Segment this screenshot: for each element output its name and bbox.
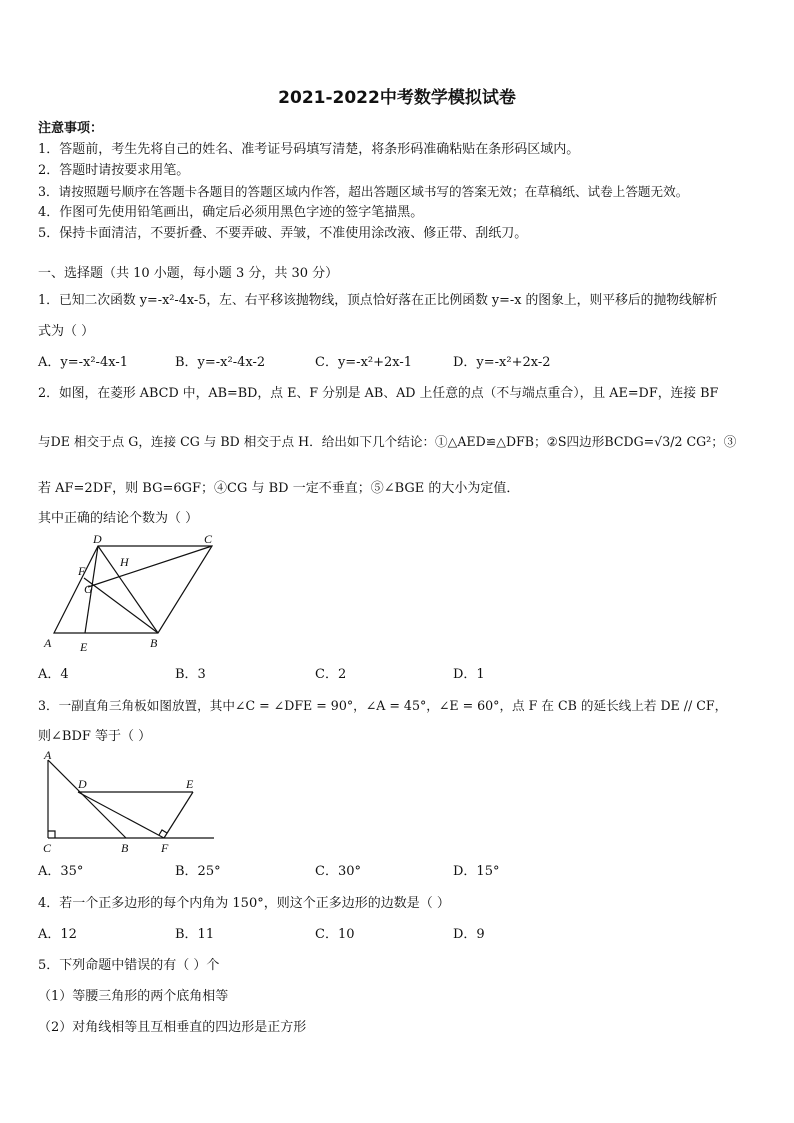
q4-option-b: B．11 bbox=[175, 927, 215, 942]
q2-question: 其中正确的结论个数为（ ） bbox=[38, 511, 199, 526]
triangles-figure bbox=[38, 748, 218, 858]
label-d: D bbox=[93, 532, 102, 546]
label-a: A bbox=[44, 636, 52, 650]
q2-stem: 2．如图，在菱形 ABCD 中，AB=BD，点 E、F 分别是 AB、AD 上任意的点（不与端点重合），且 AE=DF，连接 BF bbox=[38, 386, 719, 401]
q1-stem-cont: 式为（ ） bbox=[38, 324, 95, 339]
q2-stem-cont: 与DE 相交于点 G，连接 CG 与 BD 相交于点 H．给出如下几个结论：①△AED≌△DFB；②S四边形BCDG=√3/2 CG²；③ bbox=[38, 434, 737, 449]
label-d: D bbox=[78, 777, 87, 791]
exam-title: 2021-2022中考数学模拟试卷 bbox=[278, 88, 516, 108]
rhombus-figure bbox=[40, 530, 230, 655]
label-e: E bbox=[186, 777, 194, 791]
notice-item: 2．答题时请按要求用笔。 bbox=[38, 163, 190, 178]
notice-item: 1．答题前，考生先将自己的姓名、准考证号码填写清楚，将条形码准确粘贴在条形码区域内。 bbox=[38, 142, 580, 157]
q4-option-d: D．9 bbox=[453, 927, 485, 942]
label-b: B bbox=[121, 841, 129, 855]
q2-stem-cont: 若 AF=2DF，则 BG=6GF；④CG 与 BD 一定不垂直；⑤∠BGE 的大小为定值． bbox=[38, 481, 520, 496]
q2-option-d: D．1 bbox=[453, 667, 485, 682]
q5-statement: （1）等腰三角形的两个底角相等 bbox=[38, 989, 229, 1004]
q2-option-c: C．2 bbox=[315, 667, 347, 682]
label-f: F bbox=[78, 564, 86, 578]
notice-heading: 注意事项： bbox=[38, 121, 104, 136]
q4-option-a: A．12 bbox=[38, 927, 77, 942]
q2-option-a: A．4 bbox=[38, 667, 69, 682]
q2-option-b: B．3 bbox=[175, 667, 206, 682]
label-g: G bbox=[84, 582, 93, 596]
notice-item: 4．作图可先使用铅笔画出，确定后必须用黑色字迹的签字笔描黑。 bbox=[38, 205, 424, 220]
q1-option-a: A．y=-x²-4x-1 bbox=[38, 355, 128, 370]
q1-option-b: B．y=-x²-4x-2 bbox=[175, 355, 266, 370]
q4-option-c: C．10 bbox=[315, 927, 355, 942]
label-c: C bbox=[43, 841, 52, 855]
label-e: E bbox=[80, 640, 88, 654]
q3-option-a: A．35° bbox=[38, 864, 84, 879]
label-a: A bbox=[44, 748, 52, 762]
q1-stem: 1．已知二次函数 y=-x²-4x-5，左、右平移该抛物线，顶点恰好落在正比例函数 y=-x 的图象上，则平移后的抛物线解析 bbox=[38, 293, 718, 308]
q5-stem: 5．下列命题中错误的有（ ）个 bbox=[38, 958, 220, 973]
label-b: B bbox=[150, 636, 158, 650]
section-heading: 一、选择题（共 10 小题，每小题 3 分，共 30 分） bbox=[38, 266, 339, 281]
q3-stem-cont: 则∠BDF 等于（ ） bbox=[38, 729, 152, 744]
q1-option-c: C．y=-x²+2x-1 bbox=[315, 355, 413, 370]
notice-item: 3．请按照题号顺序在答题卡各题目的答题区域内作答，超出答题区域书写的答案无效；在草稿纸、试卷上答题无效。 bbox=[38, 184, 689, 199]
q3-stem: 3．一副直角三角板如图放置，其中∠C = ∠DFE = 90°，∠A = 45°，∠E = 60°，点 F 在 CB 的延长线上若 DE // CF， bbox=[38, 698, 728, 713]
q3-option-d: D．15° bbox=[453, 864, 500, 879]
q3-option-c: C．30° bbox=[315, 864, 361, 879]
notice-item: 5．保持卡面清洁，不要折叠、不要弄破、弄皱，不准使用涂改液、修正带、刮纸刀。 bbox=[38, 226, 528, 241]
q3-option-b: B．25° bbox=[175, 864, 221, 879]
q5-statement: （2）对角线相等且互相垂直的四边形是正方形 bbox=[38, 1020, 307, 1035]
label-h: H bbox=[120, 555, 129, 569]
q1-option-d: D．y=-x²+2x-2 bbox=[453, 355, 551, 370]
label-f: F bbox=[161, 841, 169, 855]
label-c: C bbox=[204, 532, 213, 546]
q4-stem: 4．若一个正多边形的每个内角为 150°，则这个正多边形的边数是（ ） bbox=[38, 896, 450, 911]
